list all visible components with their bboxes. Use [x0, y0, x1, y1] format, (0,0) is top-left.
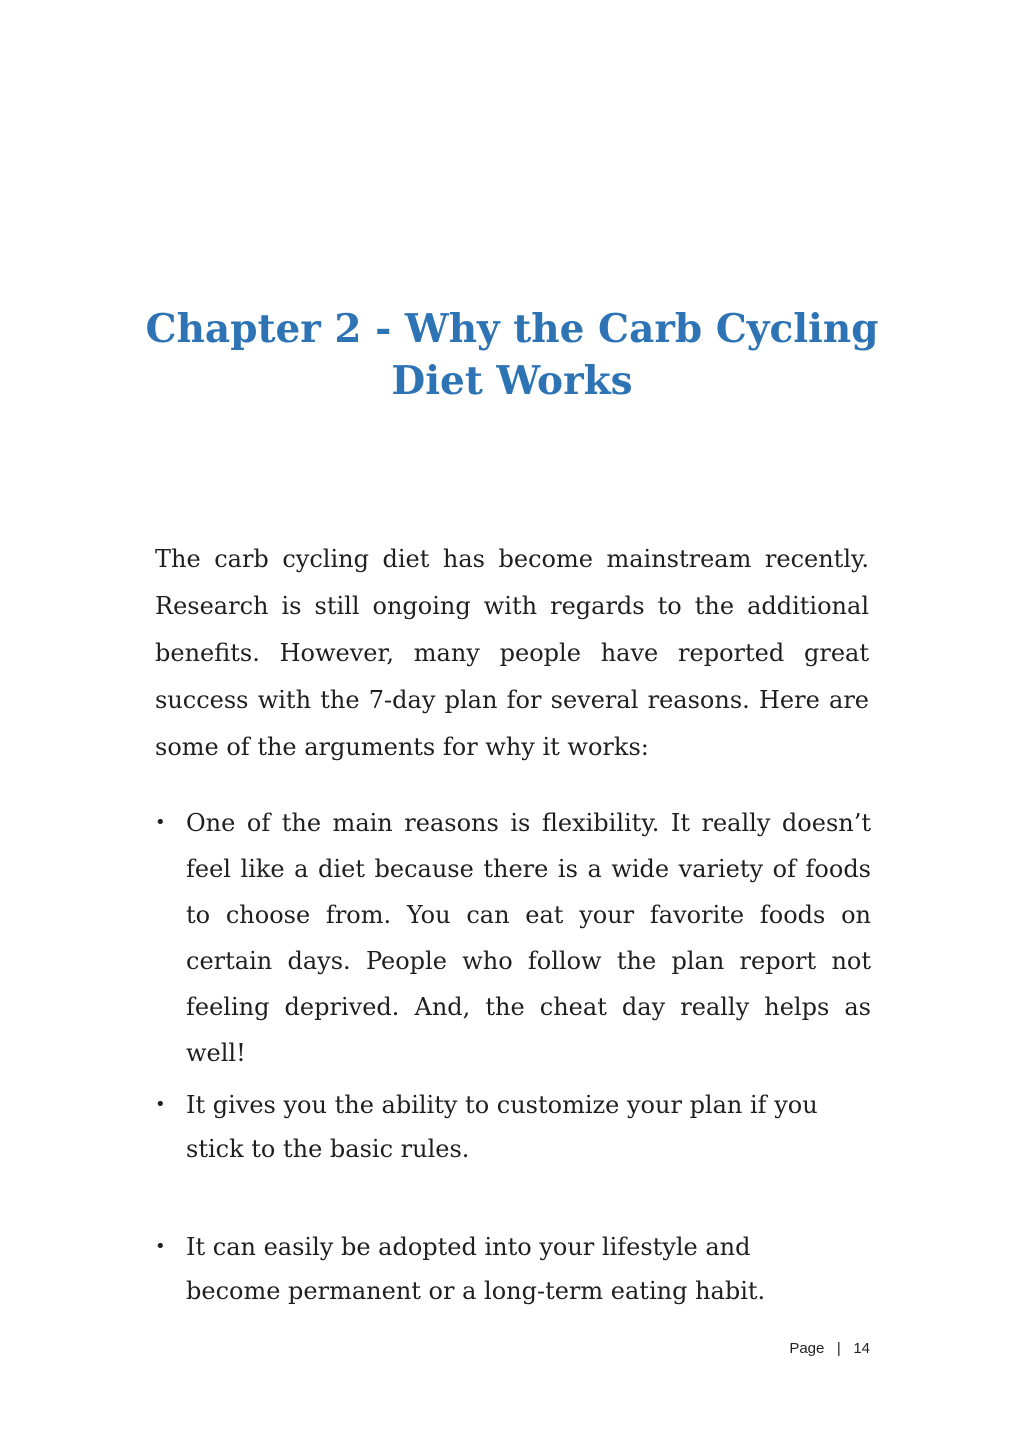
bullet-text: One of the main reasons is flexibility. It really doesn’t feel like a diet because there is a wide variety of foods to choose from. You can eat your favorite foods on certain days. People who follow the plan report not feeling deprived. And, the cheat day really helps as well!: [186, 809, 871, 1067]
bullet-text: It gives you the ability to customize your plan if you stick to the basic rules.: [186, 1091, 818, 1163]
chapter-title: Chapter 2 - Why the Carb Cycling Diet Works: [145, 306, 879, 404]
page-label: Page: [789, 1340, 825, 1357]
bullet-marker: •: [155, 1094, 166, 1115]
list-item: [155, 1225, 871, 1313]
bullet-list-item-1: [155, 800, 871, 1076]
bullet-text: It can easily be adopted into your lifestyle and become permanent or a long-term eating habit.: [186, 1233, 766, 1305]
bullet-marker: •: [155, 812, 166, 833]
list-item: [155, 800, 871, 1076]
page-number: 14: [853, 1340, 870, 1357]
list-item: [155, 1083, 871, 1171]
intro-paragraph: The carb cycling diet has become mainstream recently. Research is still ongoing with regards to the additional benefits. However, many people have reported great success with the 7-day plan for several reasons. Here are some of the arguments for why it works:: [155, 545, 869, 761]
page-separator: |: [836, 1340, 841, 1357]
page-number-footer: [760, 1340, 870, 1357]
bullet-list-item-3: [155, 1225, 871, 1313]
bullet-list-item-2: [155, 1083, 871, 1171]
bullet-marker: •: [155, 1236, 166, 1257]
